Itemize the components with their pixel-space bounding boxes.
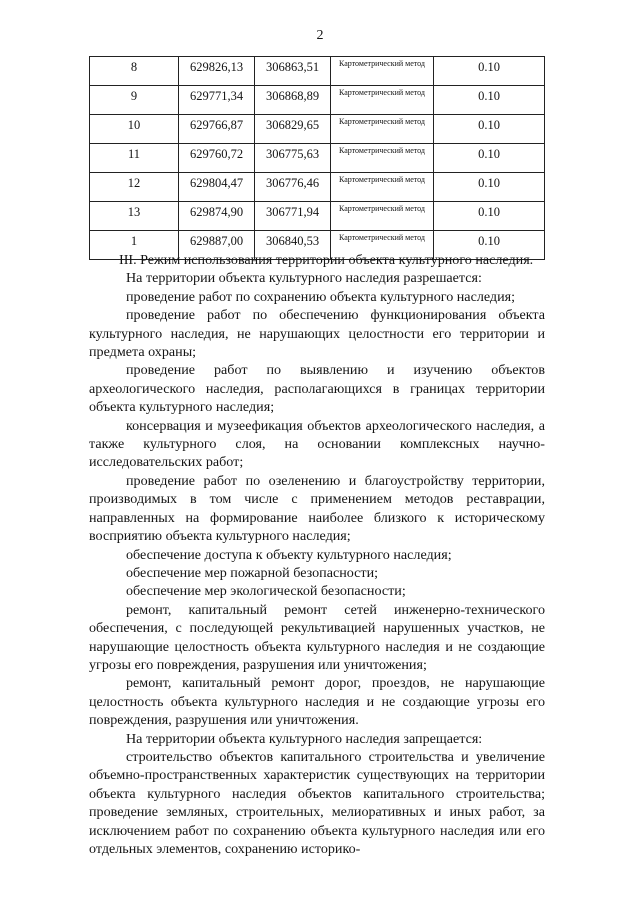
- document-body: [89, 251, 545, 858]
- paragraph: обеспечение мер пожарной безопасности;: [126, 564, 379, 581]
- point-number-cell: 12: [90, 173, 179, 202]
- x-coordinate-cell: 629887,00: [179, 231, 255, 260]
- point-number-cell: 1: [90, 231, 179, 260]
- point-number-cell: 9: [90, 86, 179, 115]
- coordinates-table: [89, 56, 545, 260]
- paragraph: обеспечение доступа к объекту культурного наследия;: [126, 546, 452, 563]
- point-number-cell: 13: [90, 202, 179, 231]
- paragraph: строительство объектов капитального строительства и увеличение объемно-пространственных характеристик существующих на территории объекта культурного наследия объектов капитального строительства; проведение земляных, строительных, мелиоративных и иных работ, за исключением работ по сохранению объекта культурного наследия или его отдельных элементов, сохранению историко-: [89, 748, 545, 857]
- paragraph: ремонт, капитальный ремонт дорог, проездов, не нарушающие целостность объекта культурного наследия и не создающие угрозы его повреждения, разрушения или уничтожения.: [89, 675, 545, 729]
- paragraph: проведение работ по обеспечению функционирования объекта культурного наследия, не нарушающих целостности его территории и предмета охраны;: [89, 307, 545, 361]
- accuracy-cell: 0.10: [434, 202, 545, 231]
- page-number: 2: [316, 28, 324, 43]
- method-cell: Картометрический метод: [331, 115, 434, 144]
- table-row: [90, 86, 545, 115]
- paragraph: На территории объекта культурного наследия запрещается:: [126, 730, 483, 747]
- paragraph: консервация и музеефикация объектов археологического наследия, а также культурного слоя, на основании комплексных научно-исследовательских работ;: [89, 417, 545, 471]
- table-row: [90, 173, 545, 202]
- method-cell: Картометрический метод: [331, 57, 434, 86]
- x-coordinate-cell: 629760,72: [179, 144, 255, 173]
- paragraph: обеспечение мер экологической безопасности;: [126, 583, 406, 600]
- method-cell: Картометрический метод: [331, 173, 434, 202]
- accuracy-cell: 0.10: [434, 231, 545, 260]
- table-row: [90, 202, 545, 231]
- paragraph: проведение работ по выявлению и изучению объектов археологического наследия, располагающихся в границах территории объекта культурного наследия;: [89, 362, 545, 416]
- table-row: [90, 144, 545, 173]
- x-coordinate-cell: 629804,47: [179, 173, 255, 202]
- paragraph: проведение работ по озеленению и благоустройству территории, производимых в том числе с применением методов реставрации, направленных на формирование наиболее близкого к историческому восприятию объекта культурного наследия;: [89, 472, 545, 545]
- x-coordinate-cell: 629766,87: [179, 115, 255, 144]
- accuracy-cell: 0.10: [434, 86, 545, 115]
- accuracy-cell: 0.10: [434, 57, 545, 86]
- y-coordinate-cell: 306771,94: [255, 202, 331, 231]
- table-row: [90, 57, 545, 86]
- x-coordinate-cell: 629826,13: [179, 57, 255, 86]
- y-coordinate-cell: 306829,65: [255, 115, 331, 144]
- section-title: III. Режим использования территории объекта культурного наследия.: [119, 252, 534, 268]
- y-coordinate-cell: 306776,46: [255, 173, 331, 202]
- y-coordinate-cell: 306840,53: [255, 231, 331, 260]
- y-coordinate-cell: 306775,63: [255, 144, 331, 173]
- accuracy-cell: 0.10: [434, 115, 545, 144]
- x-coordinate-cell: 629771,34: [179, 86, 255, 115]
- point-number-cell: 10: [90, 115, 179, 144]
- x-coordinate-cell: 629874,90: [179, 202, 255, 231]
- point-number-cell: 11: [90, 144, 179, 173]
- point-number-cell: 8: [90, 57, 179, 86]
- table-row: [90, 115, 545, 144]
- paragraph: ремонт, капитальный ремонт сетей инженерно-технического обеспечения, с последующей рекультивацией нарушенных участков, не нарушающие целостность объекта культурного наследия и не создающие угрозы его повреждения, разрушения или уничтожения;: [89, 601, 545, 673]
- method-cell: Картометрический метод: [331, 231, 434, 260]
- method-cell: Картометрический метод: [331, 86, 434, 115]
- accuracy-cell: 0.10: [434, 173, 545, 202]
- accuracy-cell: 0.10: [434, 144, 545, 173]
- method-cell: Картометрический метод: [331, 202, 434, 231]
- y-coordinate-cell: 306863,51: [255, 57, 331, 86]
- y-coordinate-cell: 306868,89: [255, 86, 331, 115]
- paragraph: На территории объекта культурного наследия разрешается:: [126, 270, 482, 287]
- method-cell: Картометрический метод: [331, 144, 434, 173]
- paragraph: проведение работ по сохранению объекта культурного наследия;: [126, 288, 516, 305]
